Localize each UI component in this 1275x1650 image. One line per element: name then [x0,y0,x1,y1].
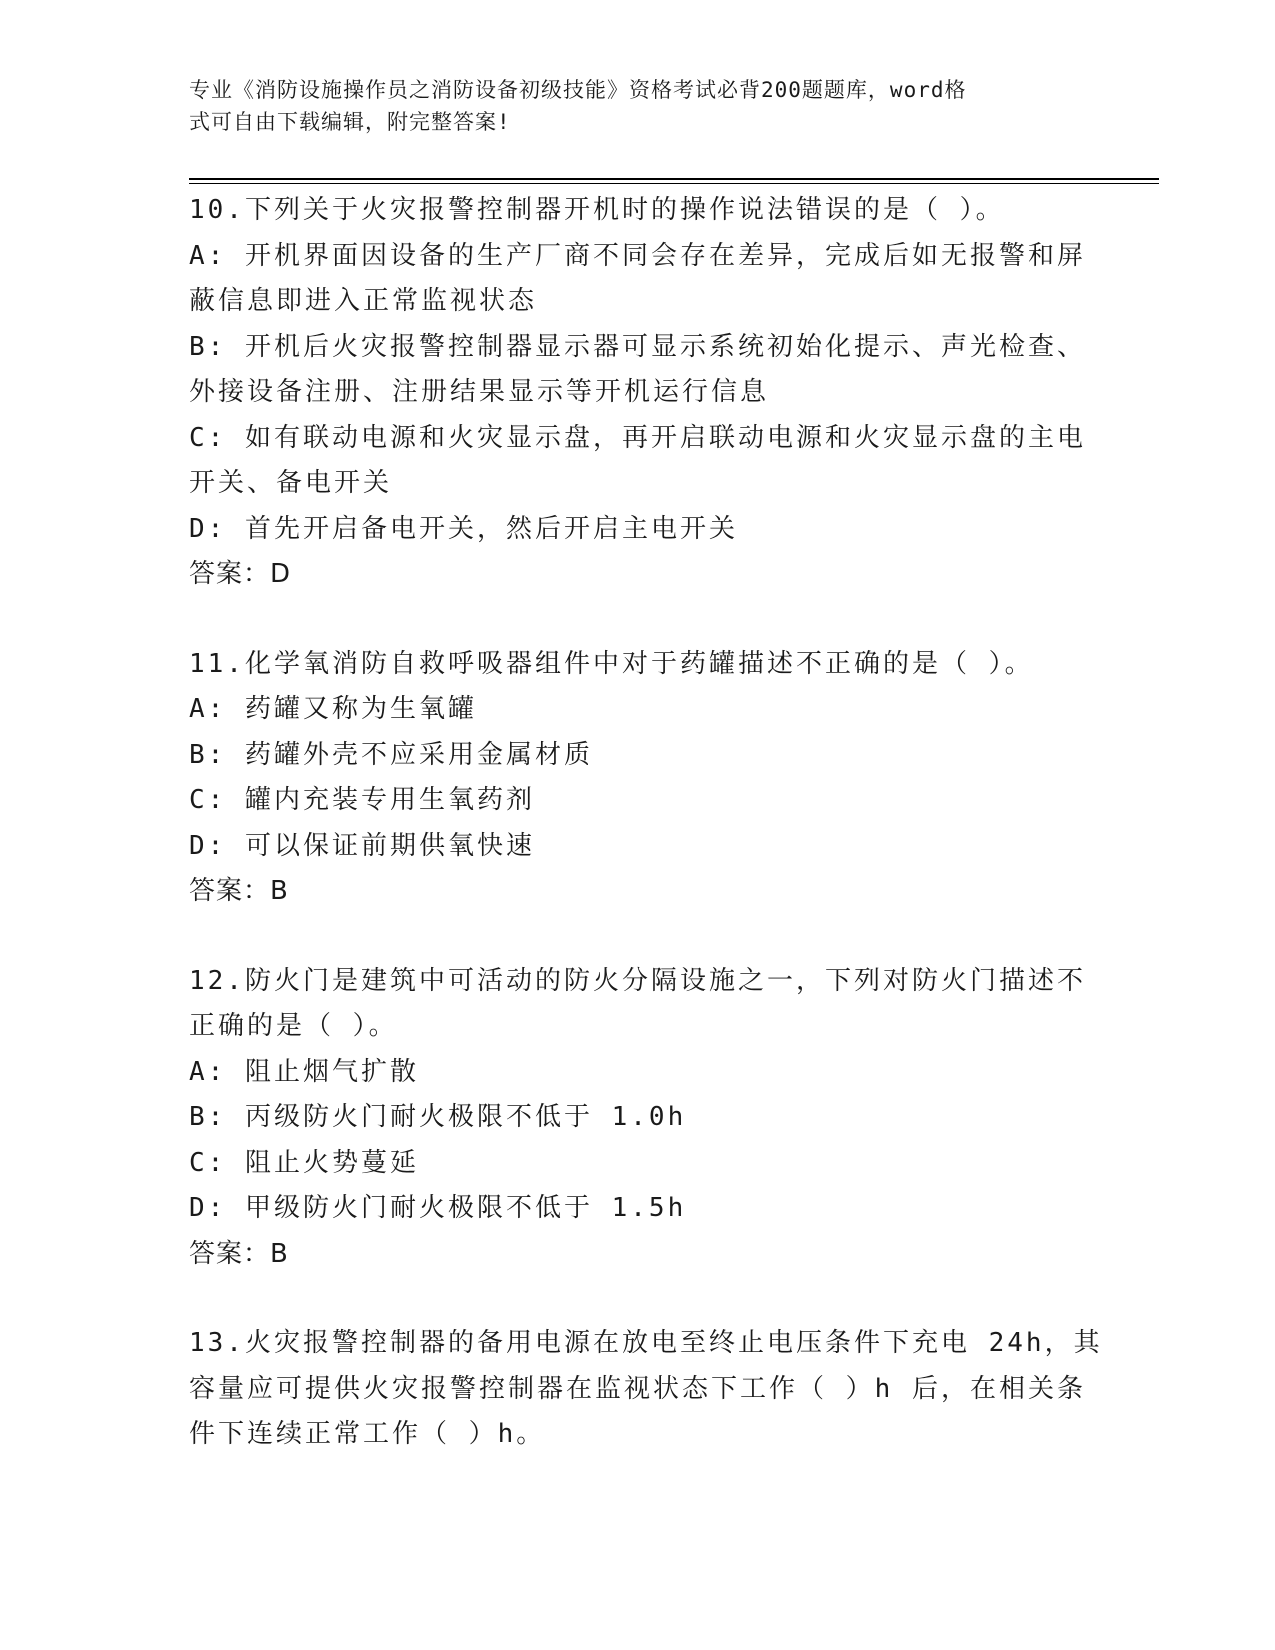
question-item [189,1321,1103,1458]
header-line-2: 式可自由下载编辑，附完整答案! [189,110,511,134]
answer-option-line: A: 开机界面因设备的生产厂商不同会存在差异，完成后如无报警和屏 [189,240,1086,271]
answer-option-line: D: 首先开启备电开关，然后开启主电开关 [189,513,738,544]
document-header [189,74,1089,138]
answer-option-line: 蔽信息即进入正常监视状态 [189,286,538,316]
question-item [189,642,1089,915]
answer-option-line: B: 药罐外壳不应采用金属材质 [189,739,593,770]
question-item [189,188,1089,598]
answer-option-line: 开关、备电开关 [189,468,393,498]
question-stem-line: 件下连续正常工作（ ）h。 [189,1419,546,1449]
header-line-1: 专业《消防设施操作员之消防设备初级技能》资格考试必背200题题库，word格 [189,78,967,102]
question-item [189,959,1089,1278]
question-stem-line: 13.火灾报警控制器的备用电源在放电至终止电压条件下充电 24h，其 [189,1328,1103,1358]
answer-option-line: A: 药罐又称为生氧罐 [189,694,477,724]
answer-option-line: D: 甲级防火门耐火极限不低于 1.5h [189,1193,687,1223]
question-list [189,188,1103,1502]
answer-key: 答案：B [189,876,289,906]
header-divider-thick [189,178,1159,180]
answer-option-line: A: 阻止烟气扩散 [189,1056,419,1087]
answer-option-line: B: 开机后火灾报警控制器显示器可显示系统初始化提示、声光检查、 [189,331,1086,362]
question-stem-line: 容量应可提供火灾报警控制器在监视状态下工作（ ）h 后，在相关条 [189,1373,1086,1404]
header-divider-thin [189,183,1159,184]
answer-key: 答案：B [189,1238,289,1269]
answer-option-line: 外接设备注册、注册结果显示等开机运行信息 [189,377,770,407]
question-stem-line: 10.下列关于火灾报警控制器开机时的操作说法错误的是（ ）。 [189,195,1005,225]
answer-key: 答案：D [189,559,292,589]
answer-option-line: D: 可以保证前期供氧快速 [189,830,535,861]
answer-option-line: B: 丙级防火门耐火极限不低于 1.0h [189,1102,687,1132]
question-stem-line: 12.防火门是建筑中可活动的防火分隔设施之一，下列对防火门描述不 [189,965,1086,996]
answer-option-line: C: 阻止火势蔓延 [189,1147,419,1178]
answer-option-line: C: 如有联动电源和火灾显示盘，再开启联动电源和火灾显示盘的主电 [189,422,1086,453]
answer-option-line: C: 罐内充装专用生氧药剂 [189,785,535,815]
question-stem-line: 11.化学氧消防自救呼吸器组件中对于药罐描述不正确的是（ ）。 [189,648,1034,679]
question-stem-line: 正确的是（ ）。 [189,1011,398,1041]
